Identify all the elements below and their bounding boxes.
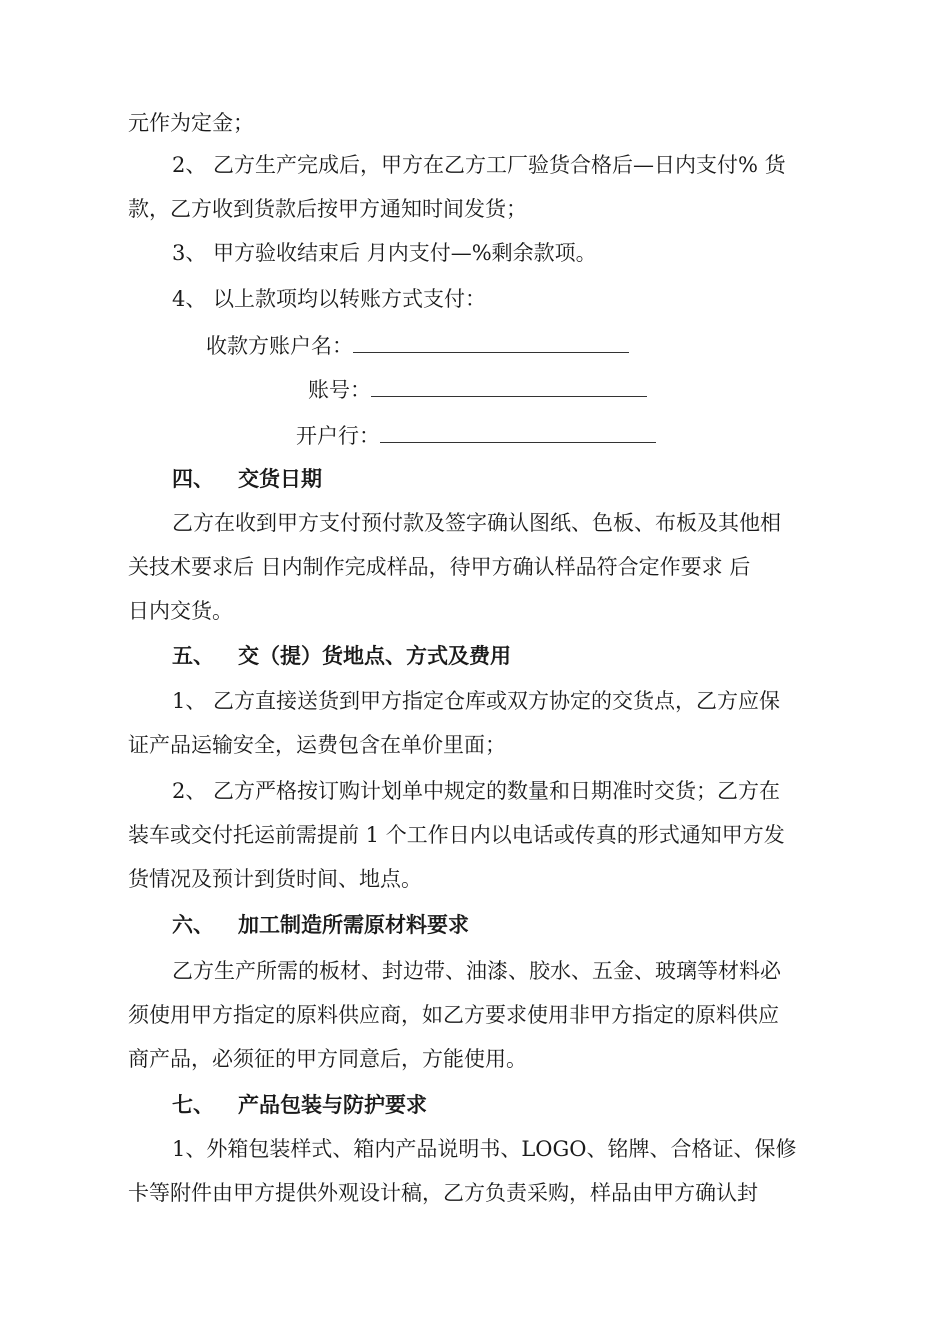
paragraph-line: 商产品，必须征的甲方同意后，方能使用。: [128, 1047, 527, 1071]
paragraph-line: 货情况及预计到货时间、地点。: [128, 867, 422, 891]
section-number: 七、: [172, 1092, 214, 1117]
section-title: 交货日期: [238, 466, 322, 491]
paragraph-line: 须使用甲方指定的原料供应商，如乙方要求使用非甲方指定的原料供应: [128, 1003, 779, 1027]
paragraph-line: 关技术要求后 日内制作完成样品，待甲方确认样品符合定作要求 后: [128, 555, 751, 579]
paragraph-line: 元作为定金；: [128, 111, 254, 135]
section-number: 六、: [172, 912, 214, 937]
paragraph-line: 款，乙方收到货款后按甲方通知时间发货；: [128, 197, 527, 221]
paragraph-line: 装车或交付托运前需提前 1 个工作日内以电话或传真的形式通知甲方发: [128, 823, 785, 847]
paragraph-line: 日内交货。: [128, 599, 233, 623]
paragraph-line: 证产品运输安全，运费包含在单价里面；: [128, 733, 506, 757]
section-number: 四、: [172, 466, 214, 491]
section-heading-6: [172, 910, 469, 940]
paragraph-line: 1、外箱包装样式、箱内产品说明书、LOGO、铭牌、合格证、保修: [172, 1137, 797, 1161]
section-heading-4: [172, 464, 322, 494]
paragraph-line: 1、 乙方直接送货到甲方指定仓库或双方协定的交货点，乙方应保: [172, 689, 781, 713]
paragraph-line: 卡等附件由甲方提供外观设计稿，乙方负责采购，样品由甲方确认封: [128, 1181, 758, 1205]
section-heading-5: [172, 641, 511, 671]
section-title: 交（提）货地点、方式及费用: [238, 643, 511, 668]
section-title: 产品包装与防护要求: [238, 1092, 427, 1117]
account-name-row: [206, 330, 629, 360]
paragraph-line: 2、 乙方严格按订购计划单中规定的数量和日期准时交货；乙方在: [172, 779, 781, 803]
paragraph-line: 3、 甲方验收结束后 月内支付—%剩余款项。: [172, 241, 597, 265]
paragraph-line: 乙方在收到甲方支付预付款及签字确认图纸、色板、布板及其他相: [172, 511, 781, 535]
paragraph-line: 2、 乙方生产完成后，甲方在乙方工厂验货合格后—日内支付% 货: [172, 153, 786, 177]
account-number-label: 账号：: [308, 378, 371, 402]
paragraph-line: 乙方生产所需的板材、封边带、油漆、胶水、五金、玻璃等材料必: [172, 959, 781, 983]
section-number: 五、: [172, 643, 214, 668]
account-name-blank: [353, 330, 629, 353]
account-number-blank: [371, 374, 647, 397]
bank-label: 开户行：: [296, 424, 380, 448]
section-heading-7: [172, 1090, 427, 1120]
section-title: 加工制造所需原材料要求: [238, 912, 469, 937]
account-name-label: 收款方账户名：: [206, 334, 353, 358]
bank-blank: [380, 420, 656, 443]
account-number-row: [308, 374, 647, 404]
bank-row: [296, 420, 656, 450]
paragraph-line: 4、 以上款项均以转账方式支付：: [172, 287, 487, 311]
